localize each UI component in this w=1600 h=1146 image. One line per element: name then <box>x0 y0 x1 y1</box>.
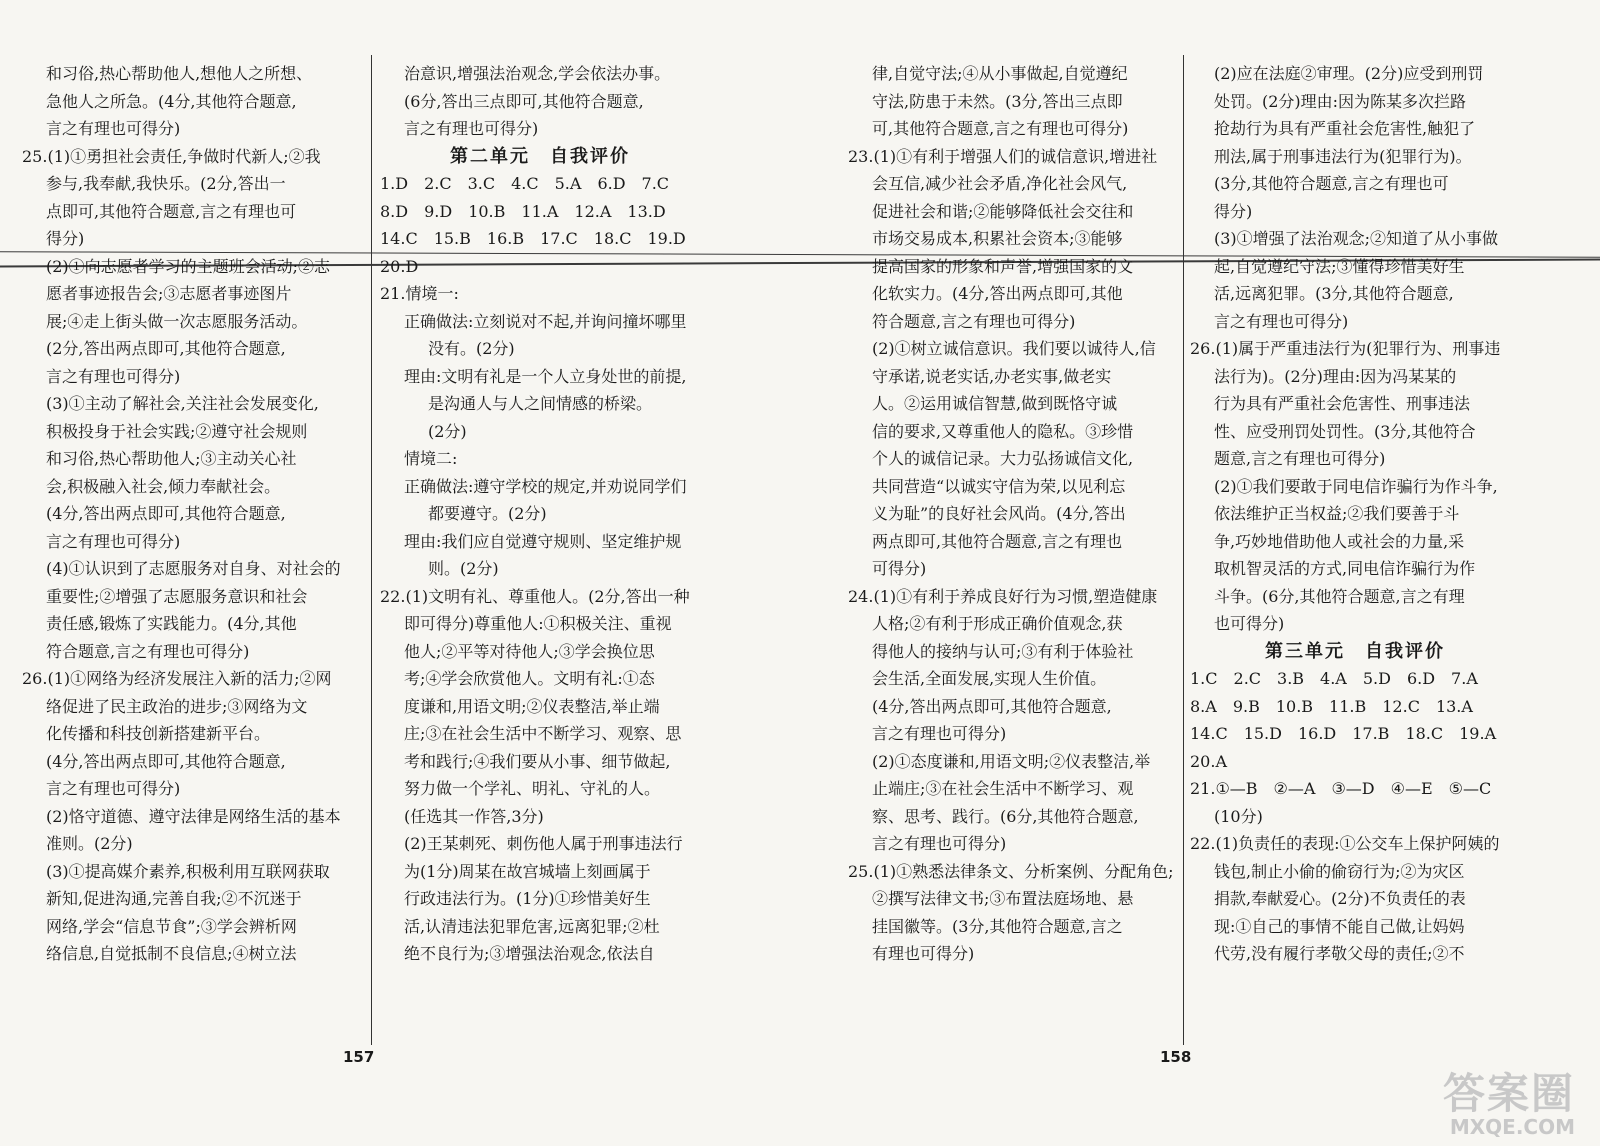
answer-line: 8.D 9.D 10.B 11.A 12.A 13.D <box>380 201 666 221</box>
answer-line: (4分,答出两点即可,其他符合题意, <box>46 504 286 523</box>
answer-line: 22.(1)文明有礼、尊重他人。(2分,答出一种 <box>380 586 690 606</box>
answer-line: 个人的诚信记录。大力弘扬诚信文化, <box>872 449 1134 468</box>
answer-line: 庄;③在社会生活中不断学习、观察、思 <box>404 724 682 743</box>
page-number-right: 158 <box>1160 1048 1192 1066</box>
answer-line: (任选其一作答,3分) <box>404 806 544 826</box>
answer-line: 考;④学会欣赏他人。文明有礼:①态 <box>404 669 655 688</box>
column-3 <box>848 60 1178 968</box>
answer-line: 则。(2分) <box>428 559 499 578</box>
watermark-logo: 答案圈 <box>1442 1069 1575 1118</box>
answer-line: (2)①态度谦和,用语文明;②仪表整洁,举 <box>872 751 1151 771</box>
answer-line: 度谦和,用语文明;②仪表整洁,举止端 <box>404 696 660 716</box>
answer-line: 络促进了民主政治的进步;③网络为文 <box>46 696 308 716</box>
answer-line: 14.C 15.D 16.D 17.B 18.C 19.A <box>1190 724 1497 743</box>
answer-line: 23.(1)①有利于增强人们的诚信意识,增进社 <box>848 146 1158 166</box>
answer-line: (2)应在法庭②审理。(2分)应受到刑罚 <box>1214 64 1484 83</box>
answer-line: 情境二: <box>404 449 458 468</box>
answer-line: 14.C 15.B 16.B 17.C 18.C 19.D <box>380 229 686 248</box>
section-heading: 第三单元 自我评价 <box>1265 640 1445 662</box>
answer-line: 守承诺,说老实话,办老实事,做老实 <box>872 366 1112 386</box>
answer-line: 言之有理也可得分) <box>1214 311 1349 331</box>
answer-line: (10分) <box>1214 806 1263 826</box>
column-divider-left <box>371 55 372 1045</box>
answer-line: 止端庄;③在社会生活中不断学习、观 <box>872 779 1134 798</box>
answer-line: 21.情境一: <box>380 284 459 303</box>
answer-line: 市场交易成本,积累社会资本;③能够 <box>872 229 1123 248</box>
answer-line: 两点即可,其他符合题意,言之有理也 <box>872 531 1123 551</box>
answer-line: 行为具有严重社会危害性、刑事违法 <box>1214 394 1471 413</box>
answer-line: (2)①向志愿者学习的主题班会活动;②志 <box>46 256 331 276</box>
answer-line: 刑法,属于刑事违法行为(犯罪行为)。 <box>1214 146 1472 166</box>
answer-line: 26.(1)属于严重违法行为(犯罪行为、刑事违 <box>1190 339 1501 358</box>
answer-line: 愿者事迹报告会;③志愿者事迹图片 <box>46 284 292 303</box>
answer-line: 理由:我们应自觉遵守规则、坚定维护规 <box>404 531 682 551</box>
answer-line: (2分) <box>428 421 467 441</box>
answer-line: 言之有理也可得分) <box>46 119 181 138</box>
answer-line: 斗争。(6分,其他符合题意,言之有理 <box>1214 586 1465 606</box>
answer-line: (3)①增强了法治观念;②知道了从小事做 <box>1214 229 1499 248</box>
answer-line: 重要性;②增强了志愿服务意识和社会 <box>46 586 308 606</box>
answer-line: 守法,防患于未然。(3分,答出三点即 <box>872 91 1123 111</box>
answer-line: 起,自觉遵纪守法;③懂得珍惜美好生 <box>1214 256 1465 276</box>
answer-line: 可,其他符合题意,言之有理也可得分) <box>872 119 1129 138</box>
answer-line: 言之有理也可得分) <box>872 834 1007 853</box>
answer-line: 25.(1)①熟悉法律条文、分析案例、分配角色; <box>848 861 1174 881</box>
answer-line: 24.(1)①有利于养成良好行为习惯,塑造健康 <box>848 586 1158 606</box>
answer-line: 提高国家的形象和声誉,增强国家的文 <box>872 256 1134 276</box>
answer-line: 1.D 2.C 3.C 4.C 5.A 6.D 7.C <box>380 174 670 193</box>
answer-line: 符合题意,言之有理也可得分) <box>46 641 250 661</box>
answer-line: 为(1分)周某在故宫城墙上刻画属于 <box>404 861 651 881</box>
answer-line: 8.A 9.B 10.B 11.B 12.C 13.A <box>1190 696 1473 716</box>
answer-line: (2分,答出两点即可,其他符合题意, <box>46 339 286 358</box>
answer-line: 即可得分)尊重他人:①积极关注、重视 <box>404 614 672 633</box>
answer-line: 绝不良行为;③增强法治观念,依法自 <box>404 944 655 963</box>
answer-line: 得他人的接纳与认可;③有利于体验社 <box>872 641 1134 661</box>
answer-line: 性、应受刑罚处罚性。(3分,其他符合 <box>1214 421 1476 441</box>
answer-line: ②撰写法律文书;③布置法庭场地、悬 <box>872 889 1134 908</box>
answer-line: 捐款,奉献爱心。(2分)不负责任的表 <box>1214 889 1466 908</box>
answer-line: 律,自觉守法;④从小事做起,自觉遵纪 <box>872 64 1128 83</box>
answer-line: 展;④走上街头做一次志愿服务活动。 <box>46 311 308 331</box>
watermark <box>1442 1069 1575 1139</box>
answer-line: 法行为)。(2分)理由:因为冯某某的 <box>1214 366 1457 386</box>
answer-line: 1.C 2.C 3.B 4.A 5.D 6.D 7.A <box>1190 669 1478 688</box>
answer-line: (2)王某刺死、刺伤他人属于刑事违法行 <box>404 834 683 853</box>
answer-line: 化传播和科技创新搭建新平台。 <box>46 724 271 743</box>
answer-line: 言之有理也可得分) <box>404 119 539 138</box>
answer-line: 络信息,自觉抵制不良信息;④树立法 <box>46 944 297 963</box>
answer-line: 言之有理也可得分) <box>46 531 181 551</box>
answer-line: 点即可,其他符合题意,言之有理也可 <box>46 201 297 221</box>
column-divider-right <box>1183 55 1184 1045</box>
answer-line: 也可得分) <box>1214 614 1285 633</box>
answer-line: 21.①—B ②—A ③—D ④—E ⑤—C <box>1190 779 1492 798</box>
answer-line: 言之有理也可得分) <box>872 724 1007 743</box>
answer-line: 急他人之所急。(4分,其他符合题意, <box>46 91 297 111</box>
answer-line: (3分,其他符合题意,言之有理也可 <box>1214 174 1449 193</box>
answer-line: 新知,促进沟通,完善自我;②不沉迷于 <box>46 889 302 908</box>
answer-line: 信的要求,又尊重他人的隐私。③珍惜 <box>872 421 1134 441</box>
answer-line: 依法维护正当权益;②我们要善于斗 <box>1214 504 1460 523</box>
answer-line: 行政违法行为。(1分)①珍惜美好生 <box>404 889 651 908</box>
answer-line: 考和践行;④我们要从小事、细节做起, <box>404 751 671 771</box>
answer-line: (4分,答出两点即可,其他符合题意, <box>46 751 286 771</box>
answer-line: 都要遵守。(2分) <box>428 504 547 523</box>
answer-line: 共同营造“以诚实守信为荣,以见利忘 <box>872 476 1126 496</box>
answer-line: 积极投身于社会实践;②遵守社会规则 <box>46 421 308 441</box>
answer-line: 正确做法:遵守学校的规定,并劝说同学们 <box>404 476 687 496</box>
watermark-url: MXQE.COM <box>1449 1115 1575 1139</box>
answer-line: 正确做法:立刻说对不起,并询问撞坏哪里 <box>404 311 687 331</box>
answer-line: 22.(1)负责任的表现:①公交车上保护阿姨的 <box>1190 834 1500 853</box>
answer-line: 得分) <box>1214 201 1253 221</box>
answer-line: 得分) <box>46 229 85 248</box>
answer-line: 人格;②有利于形成正确价值观念,获 <box>872 614 1123 633</box>
answer-line: (2)①树立诚信意识。我们要以诚待人,信 <box>872 339 1156 358</box>
page-number-left: 157 <box>343 1048 375 1066</box>
column-2 <box>380 60 700 968</box>
answer-line: 20.A <box>1190 751 1227 771</box>
answer-line: (3)①提高媒介素养,积极利用互联网获取 <box>46 861 330 881</box>
answer-line: 会,积极融入社会,倾力奉献社会。 <box>46 476 281 496</box>
answer-line: (6分,答出三点即可,其他符合题意, <box>404 91 644 111</box>
answer-line: 取机智灵活的方式,同电信诈骗行为作 <box>1214 559 1476 578</box>
answer-line: 可得分) <box>872 559 927 578</box>
answer-line: 义为耻”的良好社会风尚。(4分,答出 <box>872 504 1126 523</box>
answer-line: 没有。(2分) <box>428 339 515 358</box>
answer-line: (4)①认识到了志愿服务对自身、对社会的 <box>46 559 341 578</box>
answer-line: 治意识,增强法治观念,学会依法办事。 <box>404 64 671 83</box>
answer-line: 符合题意,言之有理也可得分) <box>872 311 1076 331</box>
answer-line: 准则。(2分) <box>46 834 133 853</box>
answer-line: 争,巧妙地借助他人或社会的力量,采 <box>1214 531 1465 551</box>
answer-line: 代劳,没有履行孝敬父母的责任;②不 <box>1214 944 1465 963</box>
answer-line: 现:①自己的事情不能自己做,让妈妈 <box>1214 916 1465 936</box>
answer-line: 理由:文明有礼是一个人立身处世的前提, <box>404 366 687 386</box>
answer-line: 责任感,锻炼了实践能力。(4分,其他 <box>46 614 297 633</box>
answer-line: 26.(1)①网络为经济发展注入新的活力;②网 <box>22 669 332 688</box>
answer-line: 察、思考、践行。(6分,其他符合题意, <box>872 806 1139 826</box>
answer-line: 和习俗,热心帮助他人,想他人之所想、 <box>46 64 313 83</box>
column-4 <box>1190 60 1520 968</box>
answer-line: 处罚。(2分)理由:因为陈某多次拦路 <box>1214 91 1467 111</box>
answer-line: 活,远离犯罪。(3分,其他符合题意, <box>1214 284 1454 303</box>
answer-line: 题意,言之有理也可得分) <box>1214 449 1386 468</box>
answer-line: 活,认清违法犯罪危害,远离犯罪;②杜 <box>404 916 660 936</box>
answer-line: (2)恪守道德、遵守法律是网络生活的基本 <box>46 806 341 826</box>
answer-line: 言之有理也可得分) <box>46 779 181 798</box>
section-heading: 第二单元 自我评价 <box>450 145 630 167</box>
answer-line: 20.D <box>380 256 419 276</box>
answer-line: (4分,答出两点即可,其他符合题意, <box>872 696 1112 716</box>
answer-line: 参与,我奉献,我快乐。(2分,答出一 <box>46 174 286 193</box>
answer-line: 他人;②平等对待他人;③学会换位思 <box>404 641 655 661</box>
answer-line: 人。②运用诚信智慧,做到既恪守诚 <box>872 394 1118 413</box>
answer-line: 有理也可得分) <box>872 944 975 963</box>
answer-line: 促进社会和谐;②能够降低社会交往和 <box>872 201 1134 221</box>
answer-line: 抢劫行为具有严重社会危害性,触犯了 <box>1214 119 1476 138</box>
answer-line: 化软实力。(4分,答出两点即可,其他 <box>872 284 1123 303</box>
column-1 <box>22 60 360 968</box>
answer-line: 是沟通人与人之间情感的桥梁。 <box>428 394 653 413</box>
answer-line: (2)①我们要敢于同电信诈骗行为作斗争, <box>1214 476 1498 496</box>
answer-line: 网络,学会“信息节食”;③学会辨析网 <box>46 916 297 936</box>
answer-line: 会互信,减少社会矛盾,净化社会风气, <box>872 174 1128 193</box>
answer-line: 努力做一个学礼、明礼、守礼的人。 <box>404 779 661 798</box>
answer-line: (3)①主动了解社会,关注社会发展变化, <box>46 394 319 413</box>
answer-line: 挂国徽等。(3分,其他符合题意,言之 <box>872 916 1123 936</box>
answer-line: 言之有理也可得分) <box>46 366 181 386</box>
answer-line: 25.(1)①勇担社会责任,争做时代新人;②我 <box>22 146 321 166</box>
answer-line: 钱包,制止小偷的偷窃行为;②为灾区 <box>1214 861 1465 881</box>
answer-line: 和习俗,热心帮助他人;③主动关心社 <box>46 449 297 468</box>
answer-line: 会生活,全面发展,实现人生价值。 <box>872 669 1107 688</box>
